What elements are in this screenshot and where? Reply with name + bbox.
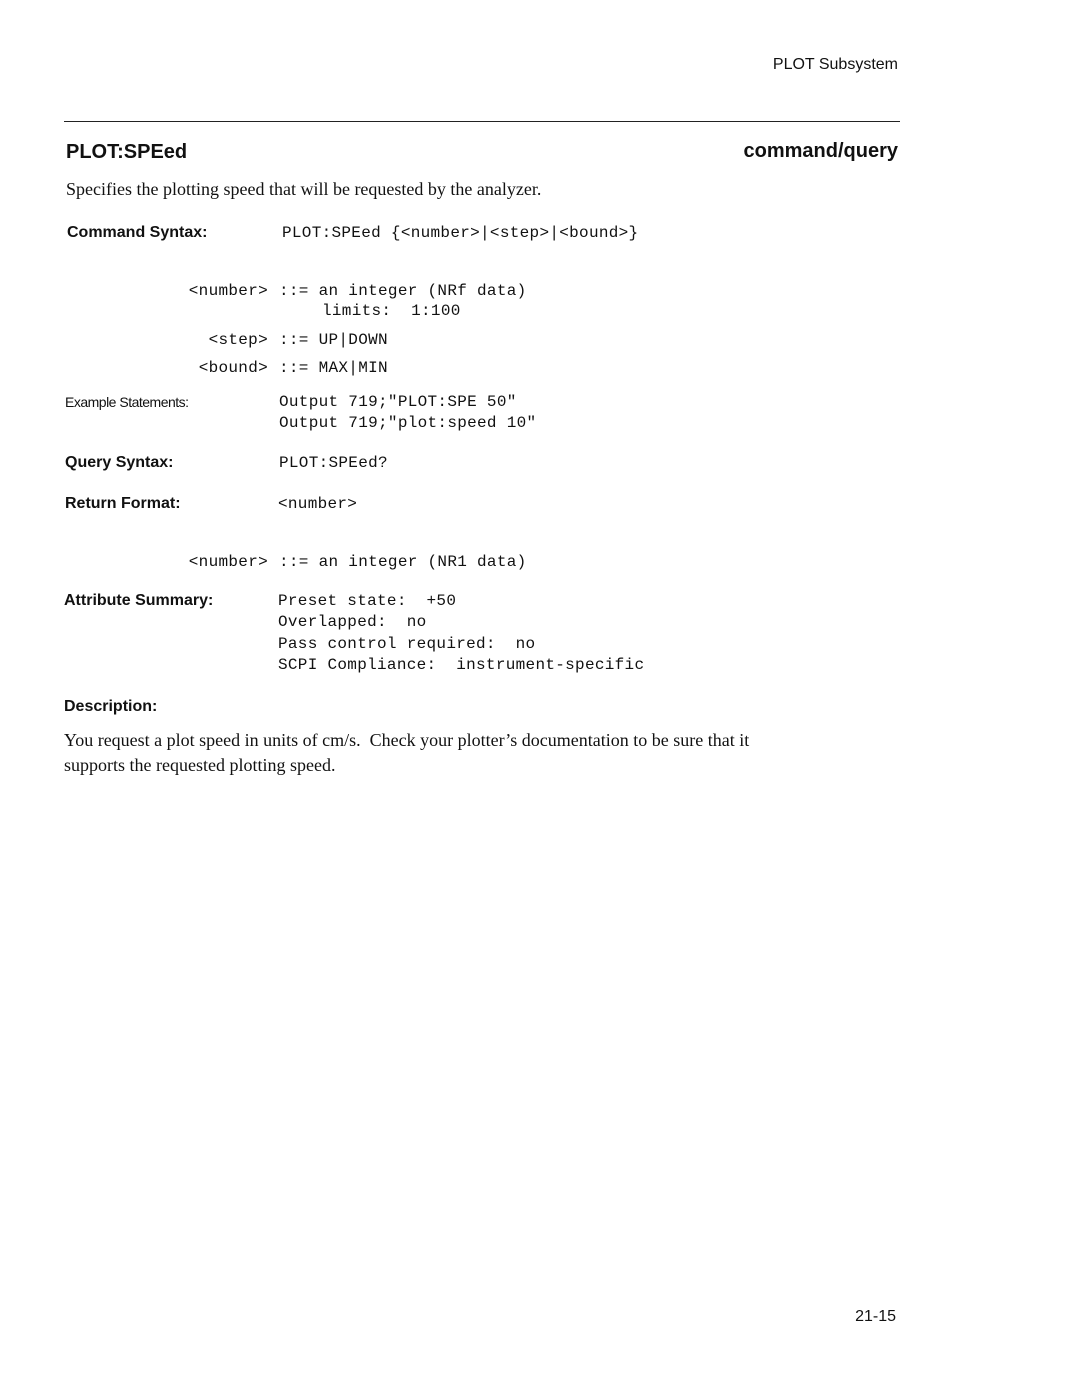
definition-text: ::= UP|DOWN	[279, 331, 388, 349]
example-line: Output 719;"PLOT:SPE 50"	[279, 393, 517, 411]
query-syntax-value: PLOT:SPEed?	[279, 454, 388, 472]
query-syntax-label: Query Syntax:	[65, 454, 174, 471]
attribute-line: SCPI Compliance: instrument-specific	[278, 656, 645, 674]
intro-text: Specifies the plotting speed that will be requested by the analyzer.	[66, 179, 542, 199]
example-statements-label: Example Statements:	[65, 394, 189, 410]
title-rule	[64, 121, 900, 122]
attribute-line: Overlapped: no	[278, 613, 427, 631]
description-text-line: supports the requested plotting speed.	[64, 755, 336, 775]
definition-term: <number>	[188, 282, 268, 300]
definition-term: <step>	[208, 331, 268, 349]
running-header: PLOT Subsystem	[772, 56, 898, 73]
command-syntax-label: Command Syntax:	[67, 224, 208, 241]
attribute-line: Preset state: +50	[278, 592, 457, 610]
definition-limits: limits: 1:100	[322, 302, 461, 320]
return-format-label: Return Format:	[65, 495, 181, 512]
command-title: PLOT:SPEed	[66, 141, 188, 163]
definition-text: ::= MAX|MIN	[279, 359, 388, 377]
description-text-line: You request a plot speed in units of cm/s. Check your plotter’s documentation to be sure that it	[64, 730, 750, 750]
description-label: Description:	[64, 698, 158, 715]
definition-term: <bound>	[198, 359, 268, 377]
definition-text: ::= an integer (NRf data)	[279, 282, 527, 300]
definition-term: <number>	[188, 553, 268, 571]
example-line: Output 719;"plot:speed 10"	[279, 414, 537, 432]
return-format-value: <number>	[278, 495, 358, 513]
command-syntax-value: PLOT:SPEed {<number>|<step>|<bound>}	[282, 224, 639, 242]
attribute-summary-label: Attribute Summary:	[64, 592, 214, 609]
command-type: command/query	[743, 140, 898, 162]
definition-text: ::= an integer (NR1 data)	[279, 553, 527, 571]
page-number: 21-15	[855, 1308, 896, 1325]
attribute-line: Pass control required: no	[278, 635, 536, 653]
